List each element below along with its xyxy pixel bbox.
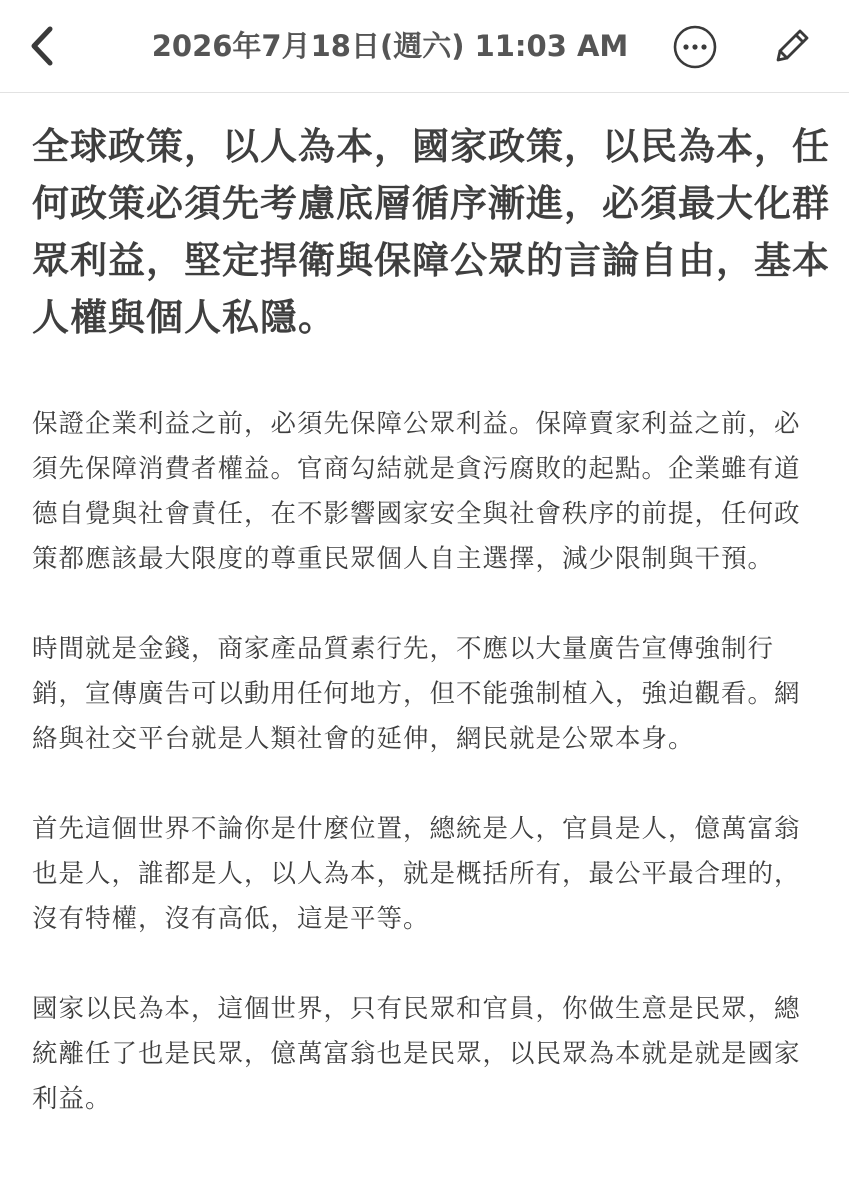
note-date-title: 2026年7月18日(週六) 11:03 AM (151, 29, 629, 63)
back-button[interactable] (22, 22, 62, 70)
pencil-icon (768, 22, 816, 70)
more-options-button[interactable] (672, 24, 718, 70)
top-bar (0, 0, 849, 93)
edit-button[interactable] (768, 22, 816, 70)
chevron-left-icon (28, 25, 56, 67)
more-horizontal-circle-icon (672, 24, 718, 70)
note-paragraph-4: 國家以民為本，這個世界，只有民眾和官員，你做生意是民眾，總統離任了也是民眾，億萬富翁也是民眾，以民眾為本就是就是國家利益。 (32, 994, 801, 1114)
note-paragraph-2: 時間就是金錢，商家產品質素行先，不應以大量廣告宣傳強制行銷，宣傳廣告可以動用任何地方，但不能強制植入，強迫觀看。網絡與社交平台就是人類社會的延伸，網民就是公眾本身。 (32, 634, 801, 754)
note-paragraph-3: 首先這個世界不論你是什麼位置，總統是人，官員是人，億萬富翁也是人，誰都是人，以人為本，就是概括所有，最公平最合理的，沒有特權，沒有高低，這是平等。 (32, 814, 801, 934)
note-paragraph-1: 保證企業利益之前，必須先保障公眾利益。保障賣家利益之前，必須先保障消費者權益。官商勾結就是貪污腐敗的起點。企業雖有道德自覺與社會責任，在不影響國家安全與社會秩序的前提，任何政策都應該最大限度的尊重民眾個人自主選擇，減少限制與干預。 (32, 409, 801, 574)
note-body[interactable] (32, 118, 832, 1122)
note-heading: 全球政策，以人為本，國家政策，以民為本，任何政策必須先考慮底層循序漸進，必須最大化群眾利益，堅定捍衛與保障公眾的言論自由，基本人權與個人私隱。 (32, 125, 830, 339)
